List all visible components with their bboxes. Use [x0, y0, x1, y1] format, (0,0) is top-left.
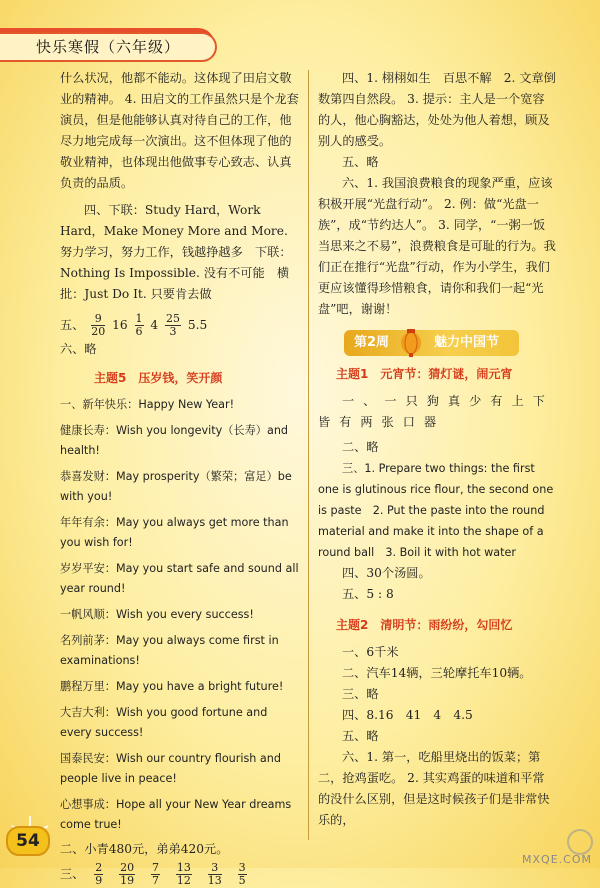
numerator: 3 [238, 861, 246, 874]
fraction [208, 862, 222, 887]
riddle-answer: 一、一只狗真少有上下皆有两张口器 [318, 394, 554, 429]
watermark-text: MXQE.COM [522, 853, 592, 866]
answer-q5 [60, 311, 300, 339]
value: 16 [112, 318, 128, 332]
answer-paragraph: 什么状况，他都不能动。这体现了田启文敬业的精神。 4. 田启文的工作虽然只是个龙套演员，但是他能够认真对待自己的工作，他尽力地完成每一次演出。这不但体现了他的敬业精神，也体现出他做事专心致志、认真负责的品质。 [60, 71, 299, 190]
greeting-item: 岁岁平安：May you start safe and sound all year round! [60, 562, 299, 595]
fraction [94, 862, 103, 887]
greeting-item: 名列前茅：May you always come first in examinations! [60, 634, 279, 667]
greeting-item: 恭喜发财：May prosperity（繁荣；富足）be with you! [60, 470, 292, 503]
denominator: 13 [207, 874, 222, 887]
answer-line: 二、略 [342, 440, 379, 454]
denominator: 6 [135, 325, 143, 338]
couplet-answer: 四、下联：Study Hard，Work Hard，Make Money More and More. 努力学习，努力工作，钱越挣越多 下联：Nothing Is Impossible. 没有不可能 横批：Just Do It. 只要肯去做 [60, 203, 292, 301]
denominator: 5 [238, 874, 246, 887]
greeting-item: 大吉大利：Wish you good fortune and every success! [60, 706, 268, 739]
answer-paragraph: 四、1. 栩栩如生 百思不解 2. 文章倒数第四自然段。 3. 提示：主人是一个宽容的人，他心胸豁达，处处为他人着想，顾及别人的感受。 [318, 71, 556, 148]
fraction [176, 862, 192, 887]
q5-label: 五、 [60, 318, 85, 332]
value: 4 [150, 318, 159, 332]
header-title: 快乐寒假（六年级） [0, 32, 217, 62]
fraction [135, 313, 144, 338]
right-column [318, 68, 556, 831]
numerator: 7 [152, 861, 159, 874]
answer-line: 五、略 [342, 729, 379, 743]
week-number: 第2周 [354, 335, 390, 350]
denominator: 12 [176, 874, 191, 887]
week-title: 魅力中国节 [434, 335, 500, 350]
fraction [119, 862, 135, 887]
denominator: 7 [152, 874, 159, 887]
numerator: 3 [208, 862, 222, 875]
fraction [151, 862, 160, 887]
answer-q3 [60, 860, 300, 888]
greeting-item: 国泰民安：Wish our country flourish and people live in peace! [60, 752, 281, 785]
answer-line: 五、5 : 8 [342, 587, 394, 601]
greeting-item: 心想事成：Hope all your New Year dreams come true! [60, 798, 292, 831]
lantern-mascot-icon [396, 324, 426, 358]
column-divider [308, 70, 309, 840]
answer-paragraph: 五、略 [342, 155, 379, 169]
answer-line: 四、8.16 41 4 4.5 [342, 708, 473, 722]
denominator: 19 [120, 874, 135, 887]
topic-heading: 主题1 元宵节：猜灯谜，闹元宵 [336, 367, 513, 381]
answer-line: 一、6千米 [342, 645, 399, 659]
greeting-item: 健康长寿：Wish you longevity（长寿）and health! [60, 424, 289, 457]
week-banner [344, 330, 519, 356]
answer-line: 四、30个汤圆。 [342, 566, 431, 580]
q3-label: 三、 [60, 867, 85, 881]
answer-line: 三、略 [342, 687, 379, 701]
fraction [238, 862, 247, 887]
answer-line: 三、1. Prepare two things: the first one is glutinous rice flour, the second one is paste 2. Put the paste into the round material and make it into the shape of a round ball 3. Boil it with hot water [318, 462, 554, 559]
topic-heading: 主题2 清明节：雨纷纷，勾回忆 [336, 618, 513, 632]
answer-q6: 六、略 [60, 342, 97, 356]
numerator: 13 [176, 861, 191, 874]
numerator: 1 [135, 312, 143, 325]
fraction [165, 313, 181, 338]
answer-line: 六、1. 第一，吃船里烧出的饭菜；第二，抢鸡蛋吃。 2. 其实鸡蛋的味道和平常的没什么区别，但是这时候孩子们是非常快乐的， [318, 750, 550, 827]
greeting-list [60, 395, 300, 835]
answer-line: 二、汽车14辆，三轮摩托车10辆。 [342, 666, 532, 680]
answer-q2: 二、小青480元，弟弟420元。 [60, 842, 229, 856]
value: 5.5 [187, 318, 208, 332]
numerator: 20 [120, 861, 135, 874]
numerator: 2 [95, 861, 103, 874]
greeting-item: 一、新年快乐：Happy New Year! [60, 398, 235, 411]
greeting-item: 鹏程万里：May you have a bright future! [60, 680, 284, 693]
greeting-item: 年年有余：May you always get more than you wish for! [60, 516, 289, 549]
denominator: 20 [91, 325, 106, 338]
greeting-item: 一帆风顺：Wish you every success! [60, 608, 254, 621]
numerator: 25 [166, 312, 181, 325]
page-number: 54 [6, 826, 50, 856]
denominator: 3 [169, 325, 177, 338]
left-column [60, 68, 300, 888]
topic-heading: 主题5 压岁钱，笑开颜 [94, 371, 223, 385]
denominator: 9 [95, 874, 103, 887]
answer-paragraph: 六、1. 我国浪费粮食的现象严重，应该积极开展“光盘行动”。 2. 例：做“光盘一族”，成“节约达人”。 3. 同学，“一粥一饭当思来之不易”，浪费粮食是可耻的行为。我们正在推行“光盘”行动，作为小学生，我们更应该懂得珍惜粮食，请你和我们一起“光盘”吧，谢谢！ [318, 176, 556, 316]
fraction [91, 313, 105, 338]
numerator: 9 [91, 313, 105, 326]
